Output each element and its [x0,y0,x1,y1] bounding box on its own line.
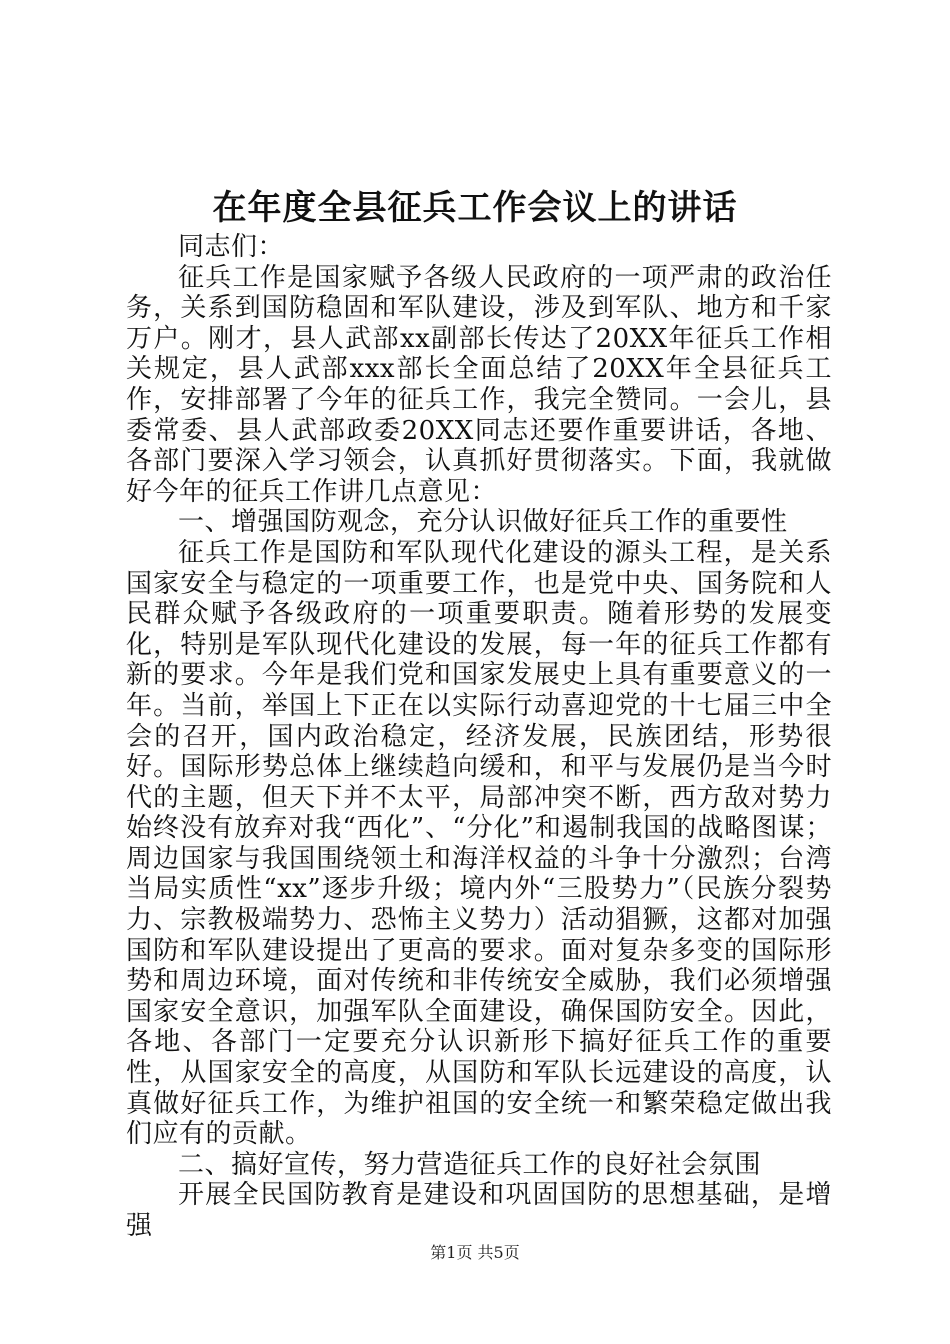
section-2-paragraph: 开展全民国防教育是建设和巩固国防的思想基础，是增强 [126,1180,832,1241]
intro-paragraph: 征兵工作是国家赋予各级人民政府的一项严肃的政治任务，关系到国防稳固和军队建设，涉及到军队、地方和千家万户。刚才，县人武部xx副部长传达了20XX年征兵工作相关规定，县人武部xxx部长全面总结了20XX年全县征兵工作，安排部署了今年的征兵工作，我完全赞同。一会儿，县委常委、县人武部政委20XX同志还要作重要讲话，各地、各部门要深入学习领会，认真抓好贯彻落实。下面，我就做好今年的征兵工作讲几点意见： [126,262,832,507]
document-body [126,232,832,1242]
section-heading-1: 一、增强国防观念，充分认识做好征兵工作的重要性 [178,507,788,538]
page-footer: 第1页 共5页 [430,1243,520,1262]
section-heading-2: 二、搞好宣传，努力营造征兵工作的良好社会氛围 [178,1149,762,1180]
document-title: 在年度全县征兵工作会议上的讲话 [212,188,738,228]
section-1-paragraph: 征兵工作是国防和军队现代化建设的源头工程，是关系国家安全与稳定的一项重要工作，也是党中央、国务院和人民群众赋予各级政府的一项重要职责。随着形势的发展变化，特别是军队现代化建设的发展，每一年的征兵工作都有新的要求。今年是我们党和国家发展史上具有重要意义的一年。当前，举国上下正在以实际行动喜迎党的十七届三中全会的召开，国内政治稳定，经济发展，民族团结，形势很好。国际形势总体上继续趋向缓和，和平与发展仍是当今时代的主题，但天下并不太平，局部冲突不断，西方敌对势力始终没有放弃对我“西化”、“分化”和遏制我国的战略图谋；周边国家与我国围绕领土和海洋权益的斗争十分激烈；台湾当局实质性“xx”逐步升级；境内外“三股势力”（民族分裂势力、宗教极端势力、恐怖主义势力）活动猖獗，这都对加强国防和军队建设提出了更高的要求。面对复杂多变的国际形势和周边环境，面对传统和非传统安全威胁，我们必须增强国家安全意识，加强军队全面建设，确保国防安全。因此，各地、各部门一定要充分认识新形下搞好征兵工作的重要性，从国家安全的高度，从国防和军队长远建设的高度，认真做好征兵工作，为维护祖国的安全统一和繁荣稳定做出我们应有的贡献。 [126,537,832,1150]
salutation: 同志们： [178,232,285,262]
